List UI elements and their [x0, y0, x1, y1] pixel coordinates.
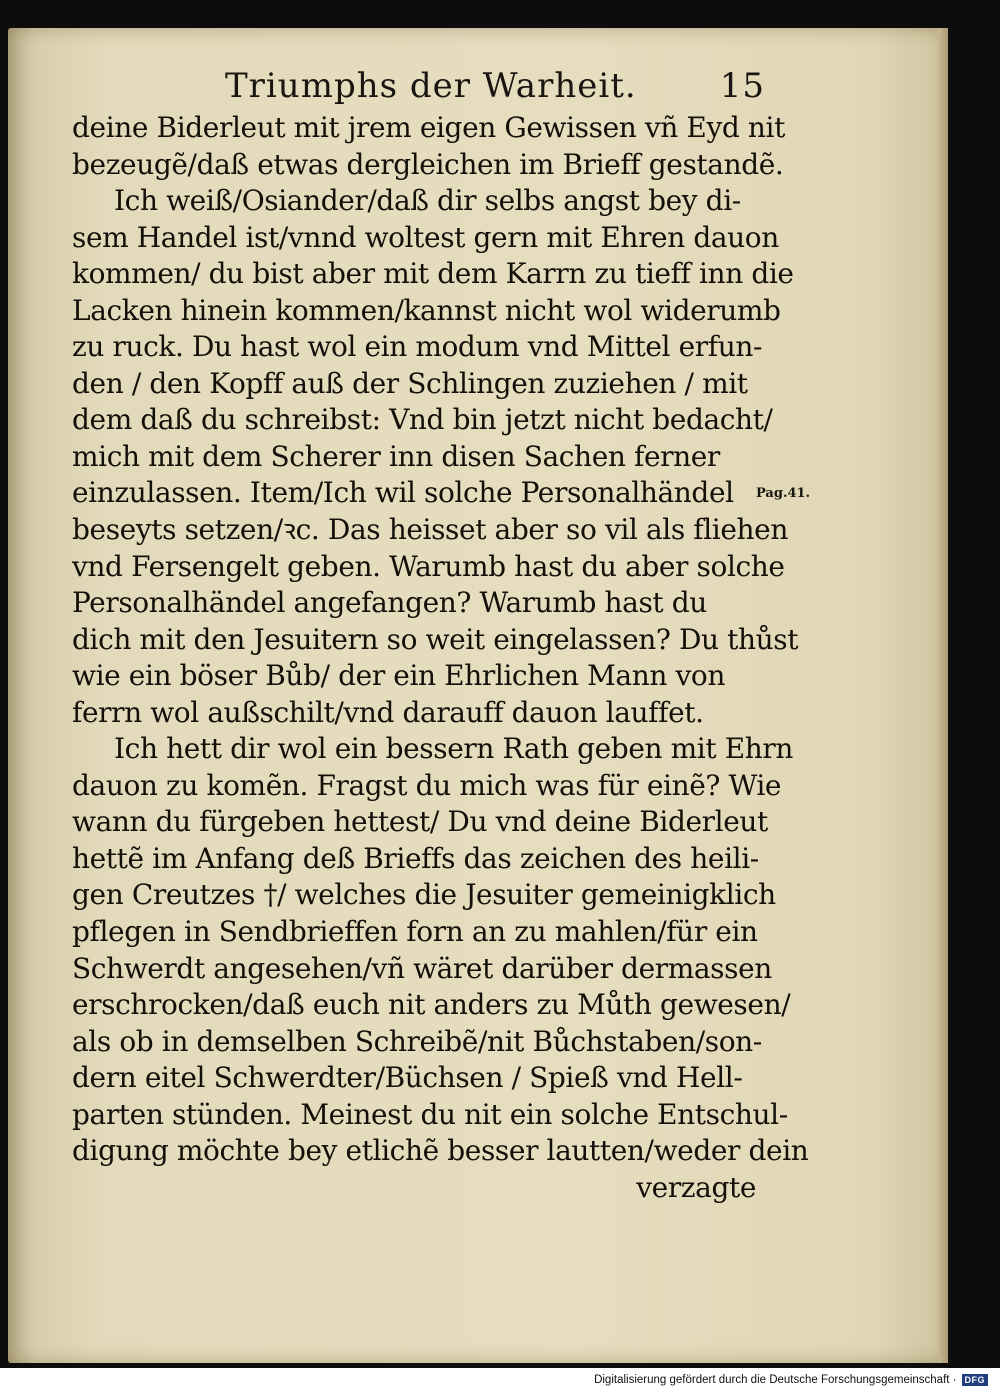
text-line: wann du fürgeben hettest/ Du vnd deine Biderleut [72, 805, 768, 839]
text-line: mich mit dem Scherer inn disen Sachen ferner [72, 439, 720, 473]
text-line: Schwerdt angesehen/vñ wäret darüber dermassen [72, 951, 772, 985]
text-line: den / den Kopff auß der Schlingen zuziehen / mit [72, 366, 748, 400]
text-line: einzulassen. Item/Ich wil solche Personalhändel [72, 476, 734, 510]
catchword: verzagte [636, 1170, 756, 1204]
text-line: als ob in demselben Schreibẽ/nit Bůchstaben/son- [72, 1024, 762, 1058]
footer [594, 1371, 988, 1389]
text-line: pflegen in Sendbrieffen forn an zu mahlen/für ein [72, 915, 758, 949]
text-line: deine Biderleut mit jrem eigen Gewissen vñ Eyd nit [72, 111, 785, 144]
footer-credit: Digitalisierung gefördert durch die Deutsche Forschungsgemeinschaft · [594, 1374, 957, 1386]
dfg-logo: DFG [962, 1374, 989, 1386]
text-line: hettẽ im Anfang deß Brieffs das zeichen des heili- [72, 841, 759, 875]
text-line: ferrn wol außschilt/vnd darauff dauon lauffet. [72, 695, 704, 729]
text-line: Personalhändel angefangen? Warumb hast du [72, 586, 707, 620]
text-line: sem Handel ist/vnnd woltest gern mit Ehren dauon [72, 220, 779, 254]
text-line: beseyts setzen/ꝛc. Das heisset aber so vil als fliehen [72, 513, 788, 547]
text-line: kommen/ du bist aber mit dem Karrn zu tieff inn die [72, 257, 794, 291]
text-line: Ich hett dir wol ein bessern Rath geben mit Ehrn [114, 732, 793, 766]
page-edge [938, 28, 948, 1363]
text-line: gen Creutzes †/ welches die Jesuiter gemeinigklich [72, 878, 776, 912]
text-line: erschrocken/daß euch nit anders zu Můth gewesen/ [72, 988, 791, 1022]
running-title: Triumphs der Warheit. [225, 66, 637, 106]
text-line: Lacken hinein kommen/kannst nicht wol widerumb [72, 293, 781, 327]
text-line: dich mit den Jesuitern so weit eingelassen? Du thůst [72, 622, 799, 656]
page-number: 15 [719, 66, 765, 106]
text-line: Ich weiß/Osiander/daß dir selbs angst bey di- [114, 184, 741, 218]
text-line: dem daß du schreibst: Vnd bin jetzt nicht bedacht/ [72, 403, 773, 437]
text-line: dern eitel Schwerdter/Büchsen / Spieß vnd Hell- [72, 1061, 743, 1095]
text-line: wie ein böser Bůb/ der ein Ehrlichen Mann von [72, 659, 725, 693]
text-line: zu ruck. Du hast wol ein modum vnd Mittel erfun- [72, 330, 763, 364]
margin-note: Pag.41. [756, 486, 811, 501]
page-header [225, 66, 765, 116]
text-line: digung möchte bey etlichẽ besser lautten/weder dein [72, 1134, 809, 1168]
text-line: dauon zu komẽn. Fragst du mich was für einẽ? Wie [72, 768, 782, 802]
text-line: parten stünden. Meinest du nit ein solche Entschul- [72, 1097, 788, 1131]
text-line: bezeugẽ/daß etwas dergleichen im Brieff gestandẽ. [72, 147, 784, 181]
text-line: vnd Fersengelt geben. Warumb hast du aber solche [72, 549, 785, 583]
